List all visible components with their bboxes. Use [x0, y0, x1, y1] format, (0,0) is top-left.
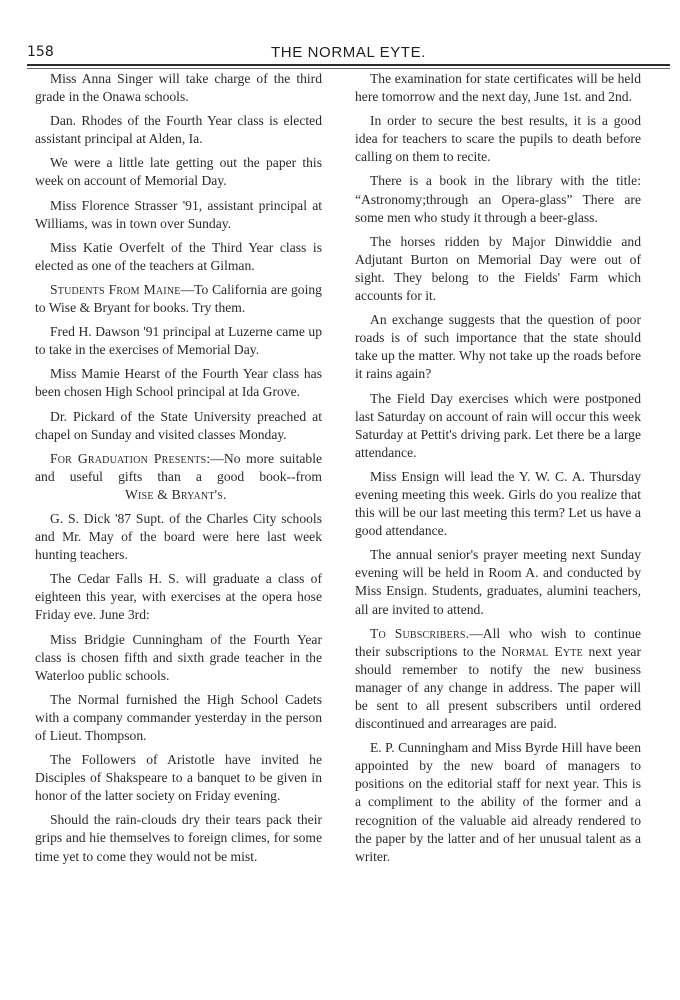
news-item: G. S. Dick '87 Supt. of the Charles City schools and Mr. May of the board were here last week hunting teachers. [35, 510, 322, 563]
notice-body: —All who wish to continue their subscriptions to the [355, 625, 641, 659]
news-item: The Cedar Falls H. S. will graduate a class of eighteen this year, with exercises at the opera hose Friday eve. June 3rd: [35, 571, 322, 623]
news-item: The annual senior's prayer meeting next Sunday evening will be held in Room A. and conducted by Miss Ensign. Students, graduates, alumini teachers, all are invited to attend. [355, 547, 641, 617]
notice-body-cont: next year should remember to notify the new business manager of any change in address. The paper will be sent to all present subscribers until ordered discontinued and arrearages are paid. [355, 643, 641, 732]
news-item: There is a book in the library with the title: “Astronomy;through an Opera-glass” There are some men who study it through a beer-glass. [355, 173, 641, 225]
news-item: An exchange suggests that the question of poor roads is of such importance that the state should take up the matter. Why not take up the roads before it rains again? [355, 312, 641, 382]
right-column [355, 70, 641, 872]
notice-to-subscribers [355, 625, 641, 734]
page-title: THE NORMAL EYTE. [271, 44, 426, 61]
notice-lead: To Subscribers. [370, 625, 470, 641]
advertisement-graduation-presents [35, 450, 322, 504]
left-column [35, 70, 322, 872]
news-item: Miss Anna Singer will take charge of the third grade in the Onawa schools. [35, 71, 322, 105]
news-item: The examination for state certificates will be held here tomorrow and the next day, June 1st. and 2nd. [355, 71, 641, 105]
header-rule-thin [27, 68, 670, 69]
news-item: In order to secure the best results, it is a good idea for teachers to scare the pupils to death before calling on them to recite. [355, 113, 641, 165]
news-item: Dan. Rhodes of the Fourth Year class is elected assistant principal at Alden, Ia. [35, 113, 322, 147]
page-number: 158 [27, 44, 54, 60]
news-item: Miss Ensign will lead the Y. W. C. A. Thursday evening meeting this week. Girls do you realize that this will be our last meeting this term? Let us have a good attendance. [355, 468, 641, 539]
news-item: Miss Katie Overfelt of the Third Year class is elected as one of the teachers at Gilman. [35, 239, 322, 273]
ad-lead: Students From Maine [50, 281, 181, 297]
news-item: The Field Day exercises which were postponed last Saturday on account of rain will occur this week Saturday at Pettit's driving park. Let there be a large attendance. [355, 390, 641, 460]
header-rule-thick [27, 64, 670, 66]
news-item: Miss Bridgie Cunningham of the Fourth Year class is chosen fifth and sixth grade teacher in the Waterloo public schools. [35, 631, 322, 683]
news-item: Miss Florence Strasser '91, assistant principal at Williams, was in town over Sunday. [35, 197, 322, 231]
news-item: The Normal furnished the High School Cadets with a company commander yesterday in the person of Lieut. Thompson. [35, 691, 322, 743]
news-item: Dr. Pickard of the State University preached at chapel on Sunday and visited classes Monday. [35, 408, 322, 442]
news-item: The Followers of Aristotle have invited he Disciples of Shakspeare to a banquet to be given in honor of the latter society on Friday evening. [35, 752, 322, 804]
news-item: Fred H. Dawson '91 principal at Luzerne came up to take in the exercises of Memorial Day. [35, 324, 322, 358]
ad-signature: Wise & Bryant's. [125, 486, 227, 502]
advertisement-students-from-maine [35, 281, 322, 317]
news-item: Should the rain-clouds dry their tears pack their grips and hie themselves to foreign climes, for some time yet to come they would not be mist. [35, 812, 322, 864]
page-header [27, 44, 670, 64]
news-item: Miss Mamie Hearst of the Fourth Year class has been chosen High School principal at Ida Grove. [35, 366, 322, 400]
ad-body: —No more suitable and useful gifts than a good book--from [35, 450, 322, 484]
ad-body: —To California are going to Wise & Bryant for books. Try them. [35, 281, 322, 316]
news-item: We were a little late getting out the paper this week on account of Memorial Day. [35, 155, 322, 189]
news-item: The horses ridden by Major Dinwiddie and Adjutant Burton on Memorial Day were out of sight. They belong to the Fields' Farm which accounts for it. [355, 233, 641, 304]
news-item: E. P. Cunningham and Miss Byrde Hill have been appointed by the new board of managers to positions on the editorial staff for next year. This is a compliment to the ability of the former and a recognition of the valuable aid already rendered to the paper by the latter and of her unusual talent as a writer. [355, 740, 641, 864]
ad-lead: For Graduation Presents: [50, 450, 211, 466]
publication-name: Normal Eyte [501, 643, 583, 659]
